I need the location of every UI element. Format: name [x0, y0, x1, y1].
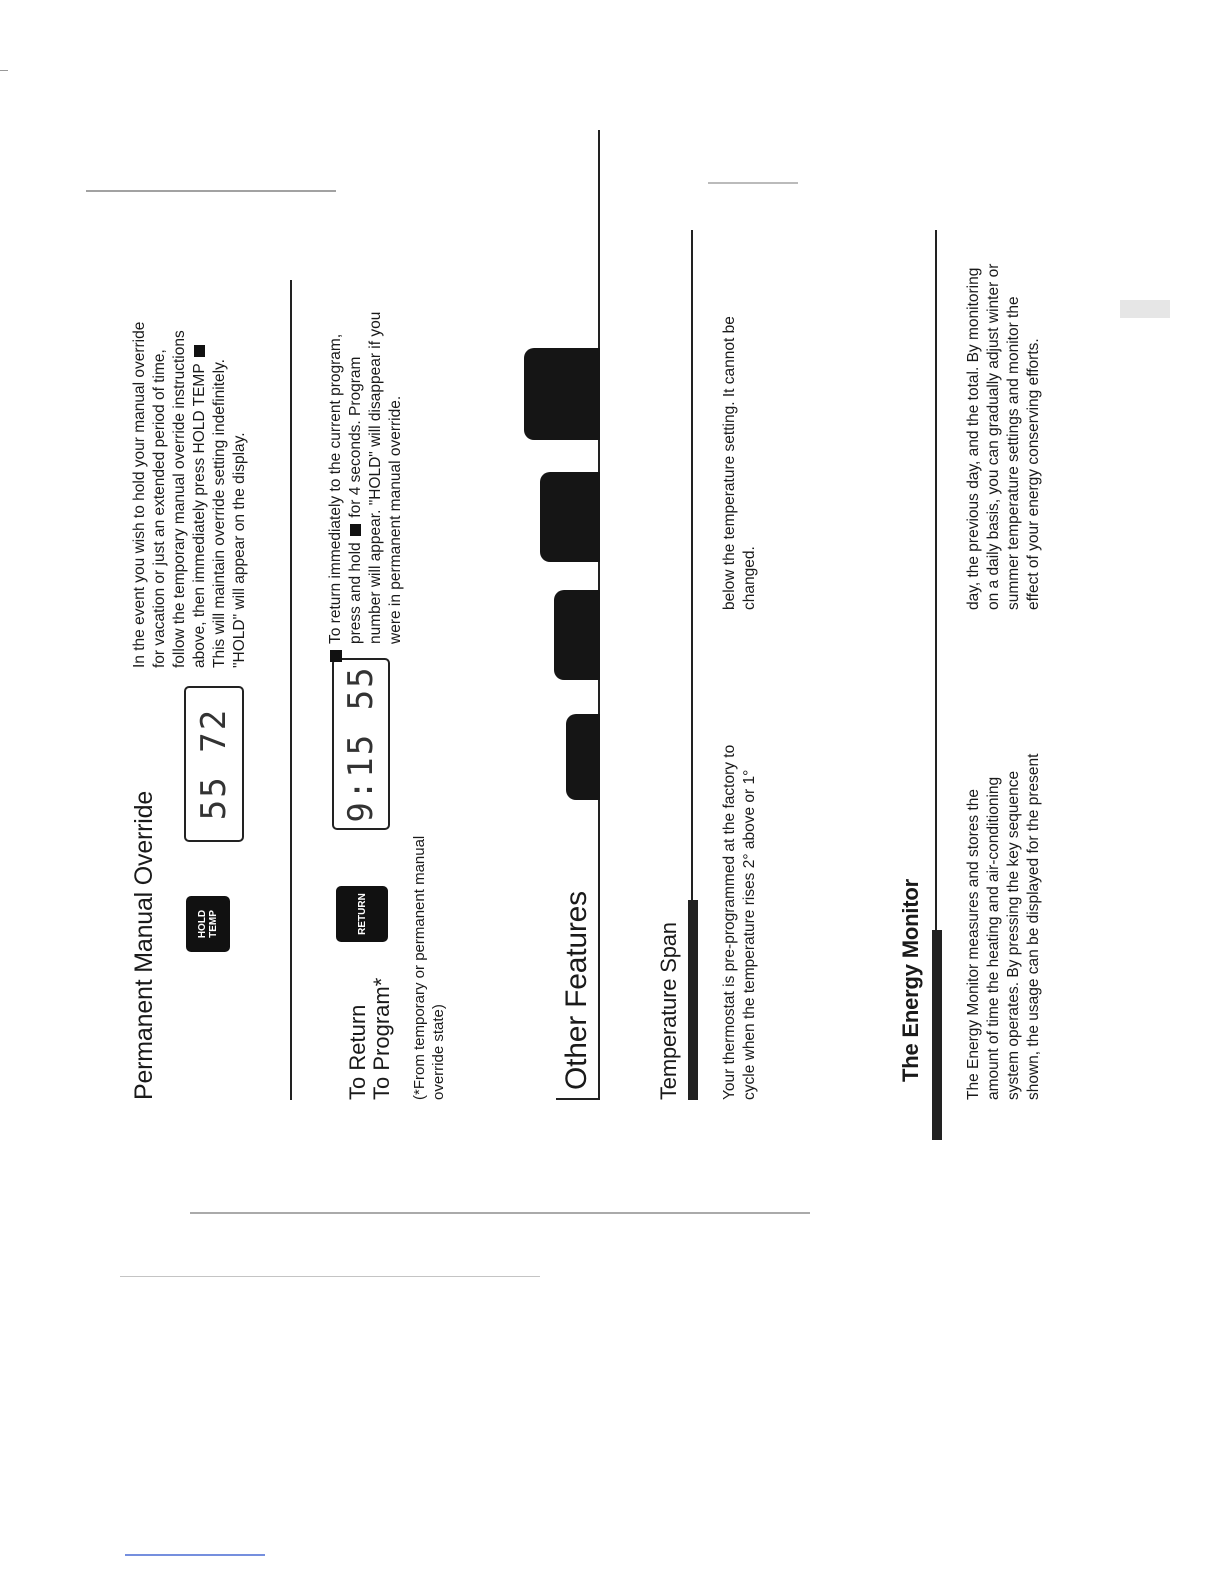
scan-noise-line [190, 1212, 810, 1214]
return-program-title [346, 978, 394, 1100]
hold-display-value: 55 72 [194, 707, 234, 821]
tab-shape [524, 348, 600, 440]
return-display-value: 9:15 55 [341, 665, 381, 823]
heading-bar [932, 930, 942, 1140]
section-title-temperature-span: Temperature Span [656, 922, 681, 1100]
text-line: below the temperature setting. It cannot be [721, 316, 738, 610]
text-line: day, the previous day, and the total. By monitoring [965, 267, 982, 610]
text-line: above, then immediately press HOLD TEMP [190, 148, 210, 668]
return-key: RETURN [336, 886, 388, 942]
heading-rule [691, 230, 693, 900]
permanent-override-text [130, 148, 250, 668]
text-line: follow the temporary manual override instructions [171, 330, 188, 668]
text-line: In the event you wish to hold your manual override [131, 321, 148, 668]
return-program-text [326, 124, 406, 644]
text-line: effect of your energy conserving efforts. [1025, 338, 1042, 610]
title-line: To Return [345, 1004, 370, 1100]
scan-noise-line [86, 190, 336, 192]
text-line: cycle when the temperature rises 2° above or 1° [741, 769, 758, 1100]
scan-noise-line [708, 182, 798, 184]
scan-noise-line [125, 1554, 265, 1556]
text-line: press and hold for 4 seconds. Program [347, 356, 364, 644]
title-line: To Program* [369, 977, 394, 1100]
section-title-energy-monitor: The Energy Monitor [898, 879, 923, 1082]
hold-display [184, 686, 244, 842]
return-key-icon [350, 524, 361, 536]
text-line: To return immediately to the current program, [327, 333, 344, 644]
tab-shape [566, 714, 600, 800]
text-line: This will maintain override setting indefinitely. [211, 359, 228, 668]
hold-temp-key: HOLD TEMP [186, 896, 230, 952]
heading-bar [688, 900, 698, 1100]
text-line: changed. [741, 546, 758, 610]
bracket-rule [556, 1099, 598, 1101]
temperature-span-col2 [720, 140, 760, 610]
text-line: shown, the usage can be displayed for the present [1025, 753, 1042, 1100]
tab-shape [554, 590, 600, 680]
section-title-permanent-override: Permanent Manual Override [130, 790, 158, 1100]
text-line: on a daily basis, you can gradually adjust winter or [985, 263, 1002, 610]
footnote-line: (*From temporary or permanent manual [411, 835, 428, 1100]
section-title-other-features: Other Features [560, 891, 593, 1090]
text-line: Your thermostat is pre-programmed at the factory to [721, 744, 738, 1100]
temperature-span-col1 [720, 620, 760, 1100]
energy-monitor-col1 [964, 620, 1044, 1100]
hold-temp-key-icon [194, 345, 205, 357]
heading-rule [935, 230, 937, 930]
scan-noise-line [0, 70, 8, 71]
bullet-icon [330, 650, 342, 662]
energy-monitor-col2 [964, 140, 1044, 610]
footnote-line: override state) [430, 1004, 447, 1100]
return-program-footnote [410, 836, 448, 1100]
return-display [332, 658, 390, 830]
text-line: summer temperature settings and monitor the [1005, 296, 1022, 610]
text-line: The Energy Monitor measures and stores the [965, 788, 982, 1100]
scan-noise-smudge [1120, 300, 1170, 318]
text-line: were in permanent manual override. [387, 395, 404, 644]
text-line: for vacation or just an extended period of time, [151, 349, 168, 668]
text-line: system operates. By pressing the key sequence [1005, 770, 1022, 1100]
text-line: "HOLD" will appear on the display. [231, 432, 248, 668]
tab-shape [540, 472, 600, 562]
rotated-page [90, 140, 1120, 1140]
divider [290, 280, 292, 1100]
text-line: amount of time the heating and air-conditioning [985, 776, 1002, 1100]
text-line: number will appear. "HOLD" will disappear if you [367, 311, 384, 644]
scan-noise-line [120, 1276, 540, 1277]
